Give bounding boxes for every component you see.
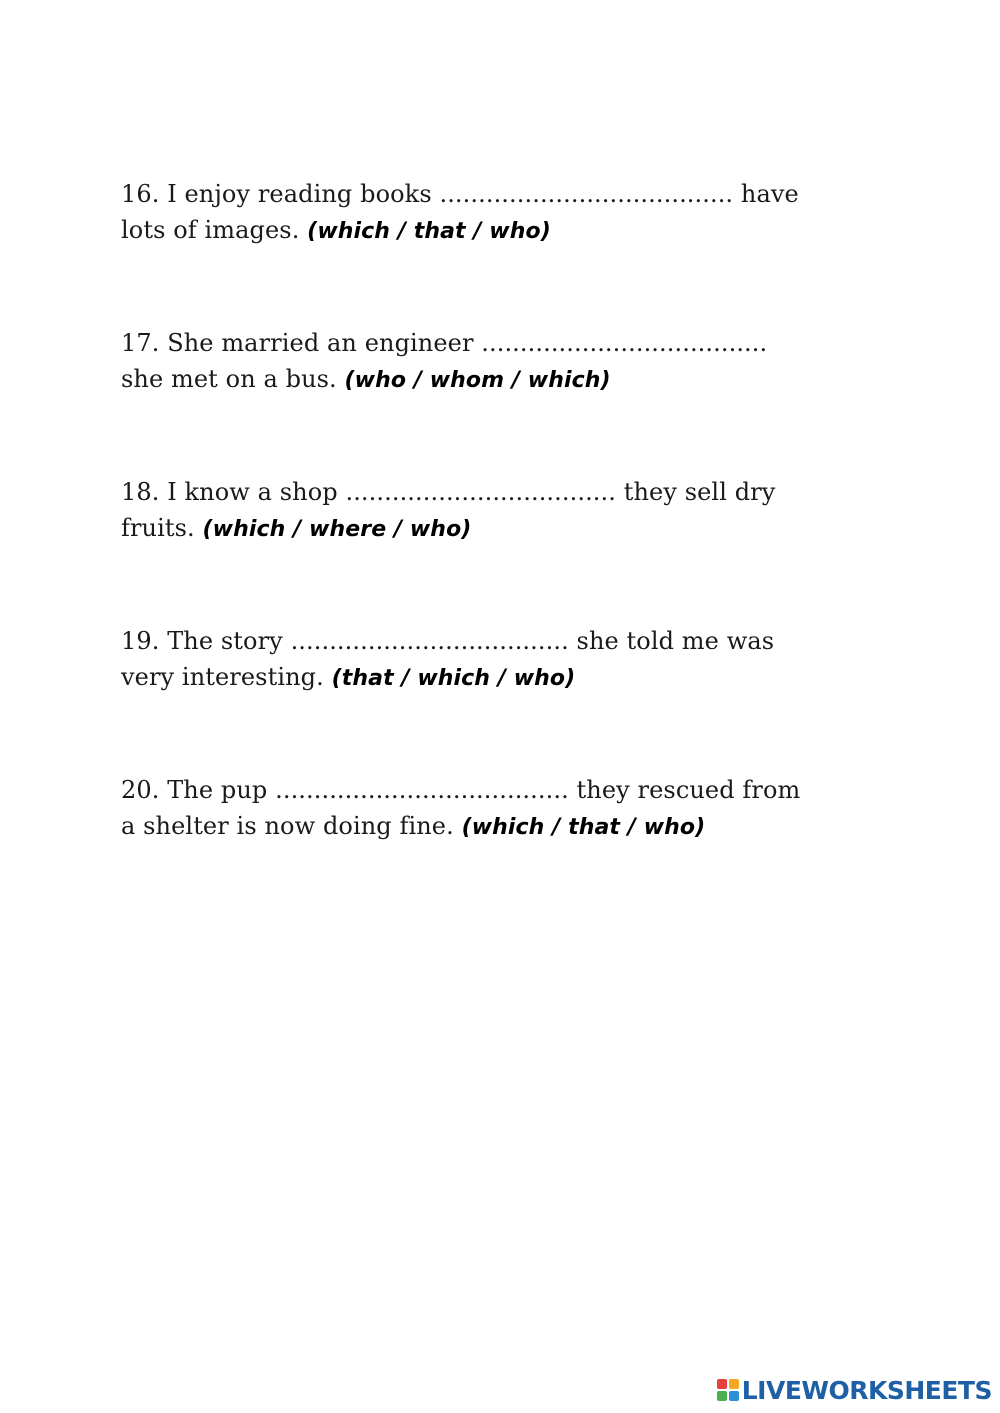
question-19 (121, 623, 901, 697)
liveworksheets-brand (717, 1373, 992, 1407)
question-17 (121, 325, 901, 399)
question-18-options: (which / where / who) (202, 517, 472, 542)
question-16-options: (which / that / who) (307, 219, 551, 244)
question-18-line1: 18. I know a shop ................................... they sell dry (121, 478, 776, 506)
question-16-line2: lots of images. (121, 216, 308, 244)
question-19-line1: 19. The story .................................... she told me was (121, 627, 775, 655)
liveworksheets-logo-icon (717, 1379, 739, 1401)
question-17-options: (who / whom / which) (344, 368, 611, 393)
logo-square-red (717, 1379, 727, 1389)
question-20-line2: a shelter is now doing fine. (121, 812, 462, 840)
question-20 (121, 772, 901, 846)
question-19-line2: very interesting. (121, 663, 332, 691)
logo-square-blue (729, 1391, 739, 1401)
question-16-line1: 16. I enjoy reading books ...................................... have (121, 180, 799, 208)
question-18 (121, 474, 901, 548)
question-20-line1: 20. The pup ...................................... they rescued from (121, 776, 801, 804)
logo-square-green (717, 1391, 727, 1401)
question-17-line2: she met on a bus. (121, 365, 345, 393)
logo-square-orange (729, 1379, 739, 1389)
question-20-options: (which / that / who) (461, 815, 706, 840)
question-18-line2: fruits. (121, 514, 203, 542)
question-19-options: (that / which / who) (331, 666, 576, 691)
brand-name: LIVEWORKSHEETS (741, 1375, 992, 1405)
question-16 (121, 176, 901, 250)
question-17-line1: 17. She married an engineer ..................................... (121, 329, 768, 357)
